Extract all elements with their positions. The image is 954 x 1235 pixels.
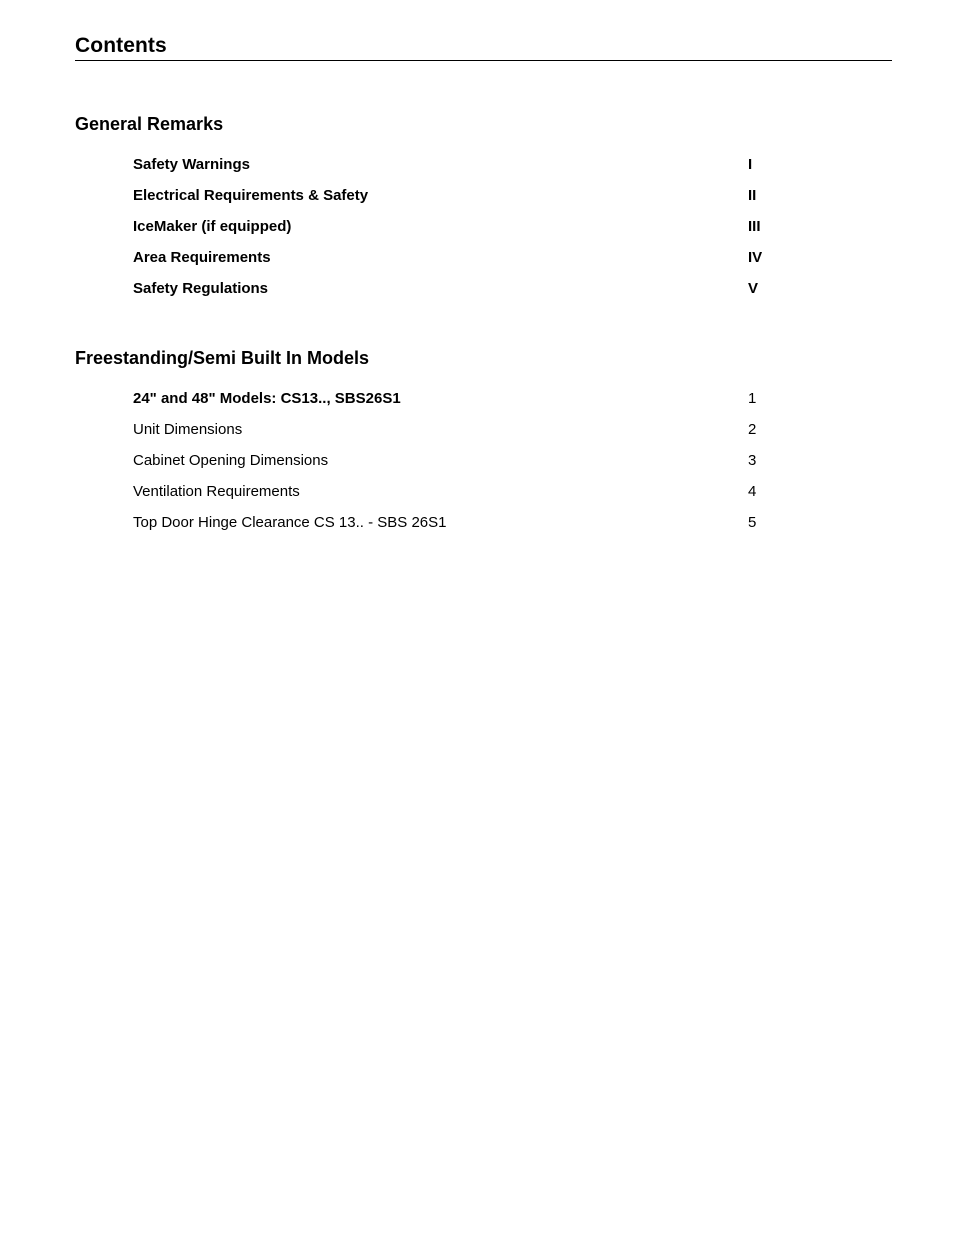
toc-entry-label: Top Door Hinge Clearance CS 13.. - SBS 26S1 [133,514,447,531]
toc-entry-safety-warnings[interactable] [133,156,783,187]
toc-entry-icemaker[interactable] [133,218,783,249]
toc-entry-page: 5 [748,514,757,531]
section-heading-freestanding-models: Freestanding/Semi Built In Models [75,348,370,368]
toc-entry-label: Unit Dimensions [133,421,243,438]
toc-entry-safety-regulations[interactable] [133,280,783,311]
toc-entry-label: Safety Regulations [133,280,269,297]
toc-list-general-remarks [133,156,783,311]
toc-entry-page: III [748,218,761,235]
toc-entry-electrical-requirements[interactable] [133,187,783,218]
toc-entry-label: Cabinet Opening Dimensions [133,452,329,469]
toc-entry-page: 2 [748,421,757,438]
toc-entry-page: V [748,280,759,297]
toc-entry-page: IV [748,249,763,266]
toc-entry-page: I [748,156,753,173]
toc-entry-label: IceMaker (if equipped) [133,218,292,235]
toc-entry-24-48-models[interactable] [133,390,783,421]
toc-entry-page: 1 [748,390,757,407]
section-heading-general-remarks: General Remarks [75,114,224,134]
toc-entry-label: 24" and 48" Models: CS13.., SBS26S1 [133,390,401,407]
toc-entry-page: II [748,187,757,204]
toc-entry-label: Electrical Requirements & Safety [133,187,369,204]
page-title: Contents [75,33,892,61]
toc-entry-label: Safety Warnings [133,156,250,173]
toc-entry-label: Ventilation Requirements [133,483,300,500]
toc-entry-page: 4 [748,483,757,500]
toc-entry-page: 3 [748,452,757,469]
toc-entry-area-requirements[interactable] [133,249,783,280]
toc-entry-unit-dimensions[interactable] [133,421,783,452]
toc-list-freestanding-models [133,390,783,545]
toc-entry-top-door-hinge-clearance[interactable] [133,514,783,545]
toc-entry-label: Area Requirements [133,249,271,266]
toc-entry-cabinet-opening-dimensions[interactable] [133,452,783,483]
toc-entry-ventilation-requirements[interactable] [133,483,783,514]
